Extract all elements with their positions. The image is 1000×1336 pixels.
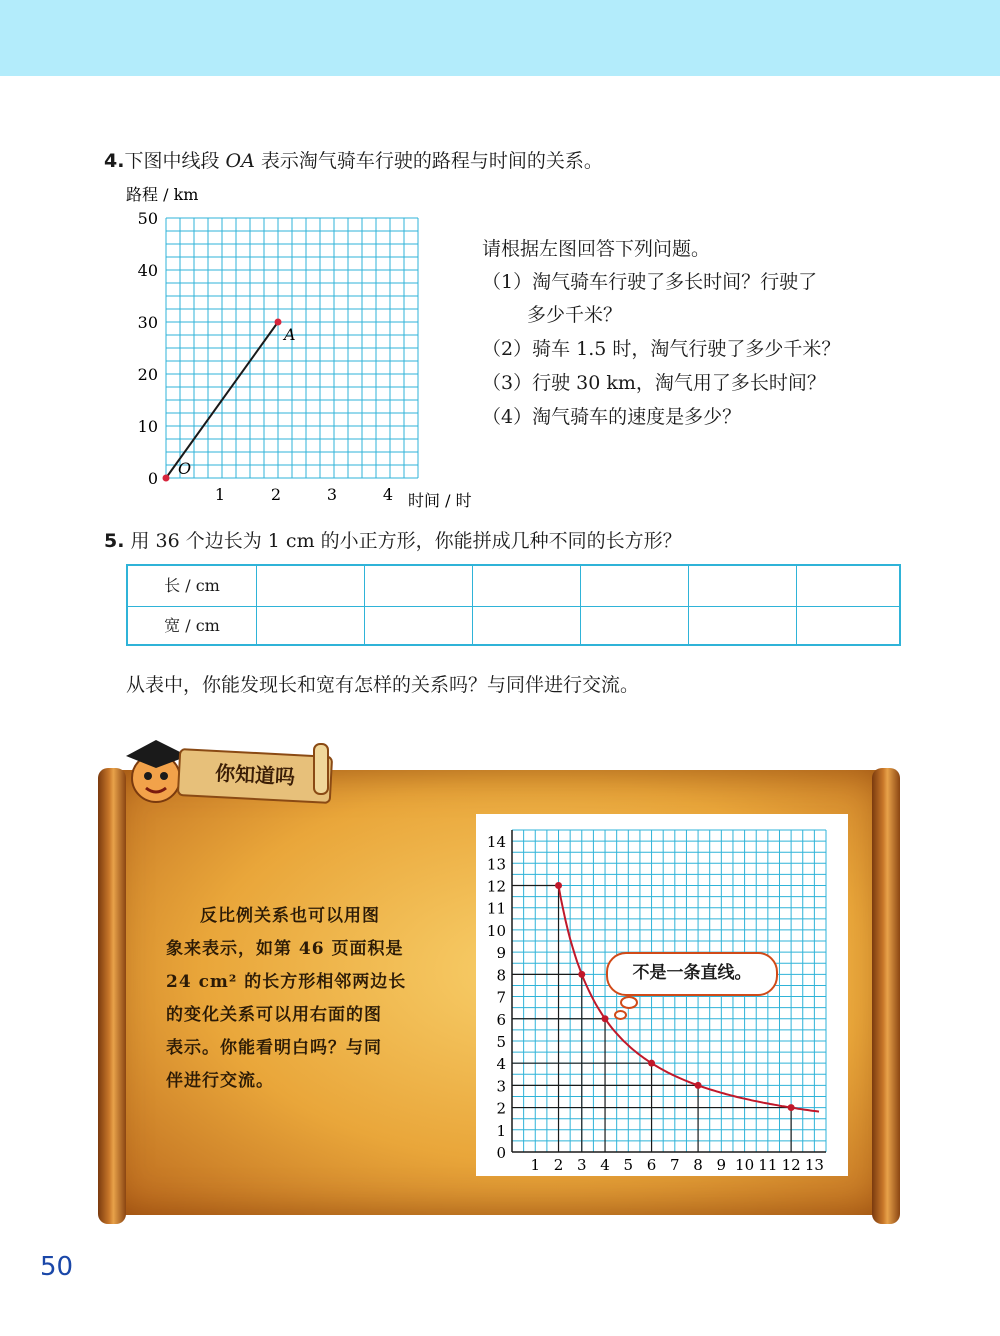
header-band (0, 0, 1000, 76)
text-line: 伴进行交流。 (166, 1071, 274, 1091)
data-point (163, 475, 170, 482)
table-cell[interactable] (472, 606, 580, 646)
q4-question-1-cont: 多少千米？ (527, 304, 623, 326)
text-line: 的变化关系可以用右面的图 (166, 1005, 382, 1025)
y-tick-label: 12 (486, 877, 506, 896)
y-tick-label: 1 (496, 1121, 506, 1140)
table-cell[interactable] (796, 606, 901, 646)
q4-question-2: （2）骑车 1.5 时，淘气行驶了多少千米？ (482, 338, 841, 360)
rectangle-table (126, 564, 901, 646)
q4-question-4: （4）淘气骑车的速度是多少？ (482, 406, 742, 428)
data-point (788, 1104, 795, 1111)
left-scroll-roll (98, 768, 126, 1224)
data-point (578, 971, 585, 978)
x-tick-label: 12 (781, 1156, 801, 1174)
x-tick-label: 13 (804, 1156, 824, 1174)
y-tick-label: 2 (496, 1099, 506, 1118)
table-cell[interactable] (580, 606, 688, 646)
y-axis-label: 路程 / km (126, 185, 199, 204)
x-tick-label: 2 (553, 1156, 564, 1174)
bubble-dot (620, 996, 638, 1009)
x-tick-label: 10 (735, 1156, 755, 1174)
y-tick-label: 50 (137, 209, 158, 228)
did-you-know-text (166, 900, 438, 1098)
bubble-text: 不是一条直线。 (632, 963, 752, 983)
y-tick-label: 0 (147, 469, 158, 488)
y-tick-label: 4 (496, 1055, 506, 1074)
y-tick-label: 10 (137, 417, 158, 436)
table-cell[interactable] (364, 566, 472, 606)
q4-intro: 请根据左图回答下列问题。 (482, 238, 711, 260)
table-cell[interactable] (256, 606, 364, 646)
x-tick-label: 6 (646, 1156, 657, 1174)
table-cell[interactable] (688, 566, 796, 606)
x-tick-label: 3 (326, 485, 338, 504)
y-tick-label: 9 (496, 944, 506, 963)
x-tick-label: 2 (270, 485, 282, 504)
y-tick-label: 7 (496, 988, 506, 1007)
y-tick-label: 20 (137, 365, 158, 384)
y-tick-label: 5 (496, 1032, 506, 1051)
table-cell[interactable] (472, 566, 580, 606)
length-label: 长 / cm (164, 576, 220, 595)
table-cell[interactable] (688, 606, 796, 646)
bubble-dot (614, 1010, 627, 1020)
y-tick-label: 8 (496, 966, 506, 985)
q4-question-3: （3）行驶 30 km，淘气用了多长时间？ (482, 372, 826, 394)
y-tick-label: 0 (496, 1144, 506, 1162)
text-line: 象来表示，如第 46 页面积是 (166, 939, 404, 959)
y-tick-label: 6 (496, 1010, 506, 1029)
thought-bubble (606, 952, 778, 996)
table-cell[interactable] (580, 566, 688, 606)
point-label-a: A (284, 325, 296, 344)
x-tick-label: 7 (670, 1156, 680, 1174)
point-label-o: O (178, 459, 192, 478)
distance-time-chart (118, 180, 498, 510)
x-tick-label: 9 (716, 1156, 727, 1174)
data-point (602, 1015, 609, 1022)
y-tick-label: 40 (137, 261, 158, 280)
x-tick-label: 5 (623, 1156, 634, 1174)
page-number: 50 (40, 1252, 74, 1282)
y-tick-label: 3 (496, 1077, 506, 1096)
y-tick-label: 11 (486, 899, 506, 918)
data-point (648, 1060, 655, 1067)
data-point (275, 319, 282, 326)
data-point (555, 882, 562, 889)
y-tick-label: 13 (486, 855, 506, 874)
y-tick-label: 30 (137, 313, 158, 332)
scroll-icon (306, 740, 336, 800)
x-tick-label: 11 (758, 1156, 778, 1174)
length-row (128, 566, 899, 607)
table-cell[interactable] (364, 606, 472, 646)
x-tick-label: 3 (577, 1156, 587, 1174)
q5-followup: 从表中，你能发现长和宽有怎样的关系吗？与同伴进行交流。 (126, 674, 640, 696)
data-point (695, 1082, 702, 1089)
q4-heading: 4.下图中线段 OA 表示淘气骑车行驶的路程与时间的关系。 (104, 150, 603, 172)
x-tick-label: 8 (693, 1156, 703, 1174)
text-line: 表示。你能看明白吗？与同 (166, 1038, 382, 1058)
did-you-know-title: 你知道吗 (214, 760, 296, 790)
q5-heading: 5. 用 36 个边长为 1 cm 的小正方形，你能拼成几种不同的长方形？ (104, 530, 682, 552)
text-line: 反比例关系也可以用图 (200, 906, 380, 926)
width-label: 宽 / cm (164, 616, 220, 635)
text-line: 24 cm² 的长方形相邻两边长 (166, 972, 407, 992)
table-cell[interactable] (796, 566, 901, 606)
y-tick-label: 14 (486, 833, 506, 852)
width-row (128, 606, 899, 646)
q4-question-1: （1）淘气骑车行驶了多长时间？行驶了 (482, 271, 818, 293)
y-tick-label: 10 (486, 921, 506, 940)
x-tick-label: 1 (530, 1156, 541, 1174)
x-tick-label: 4 (382, 485, 394, 504)
x-tick-label: 4 (600, 1156, 610, 1174)
x-axis-label: 时间 / 时 (408, 491, 472, 510)
right-scroll-roll (872, 768, 900, 1224)
table-cell[interactable] (256, 566, 364, 606)
x-tick-label: 1 (214, 485, 226, 504)
